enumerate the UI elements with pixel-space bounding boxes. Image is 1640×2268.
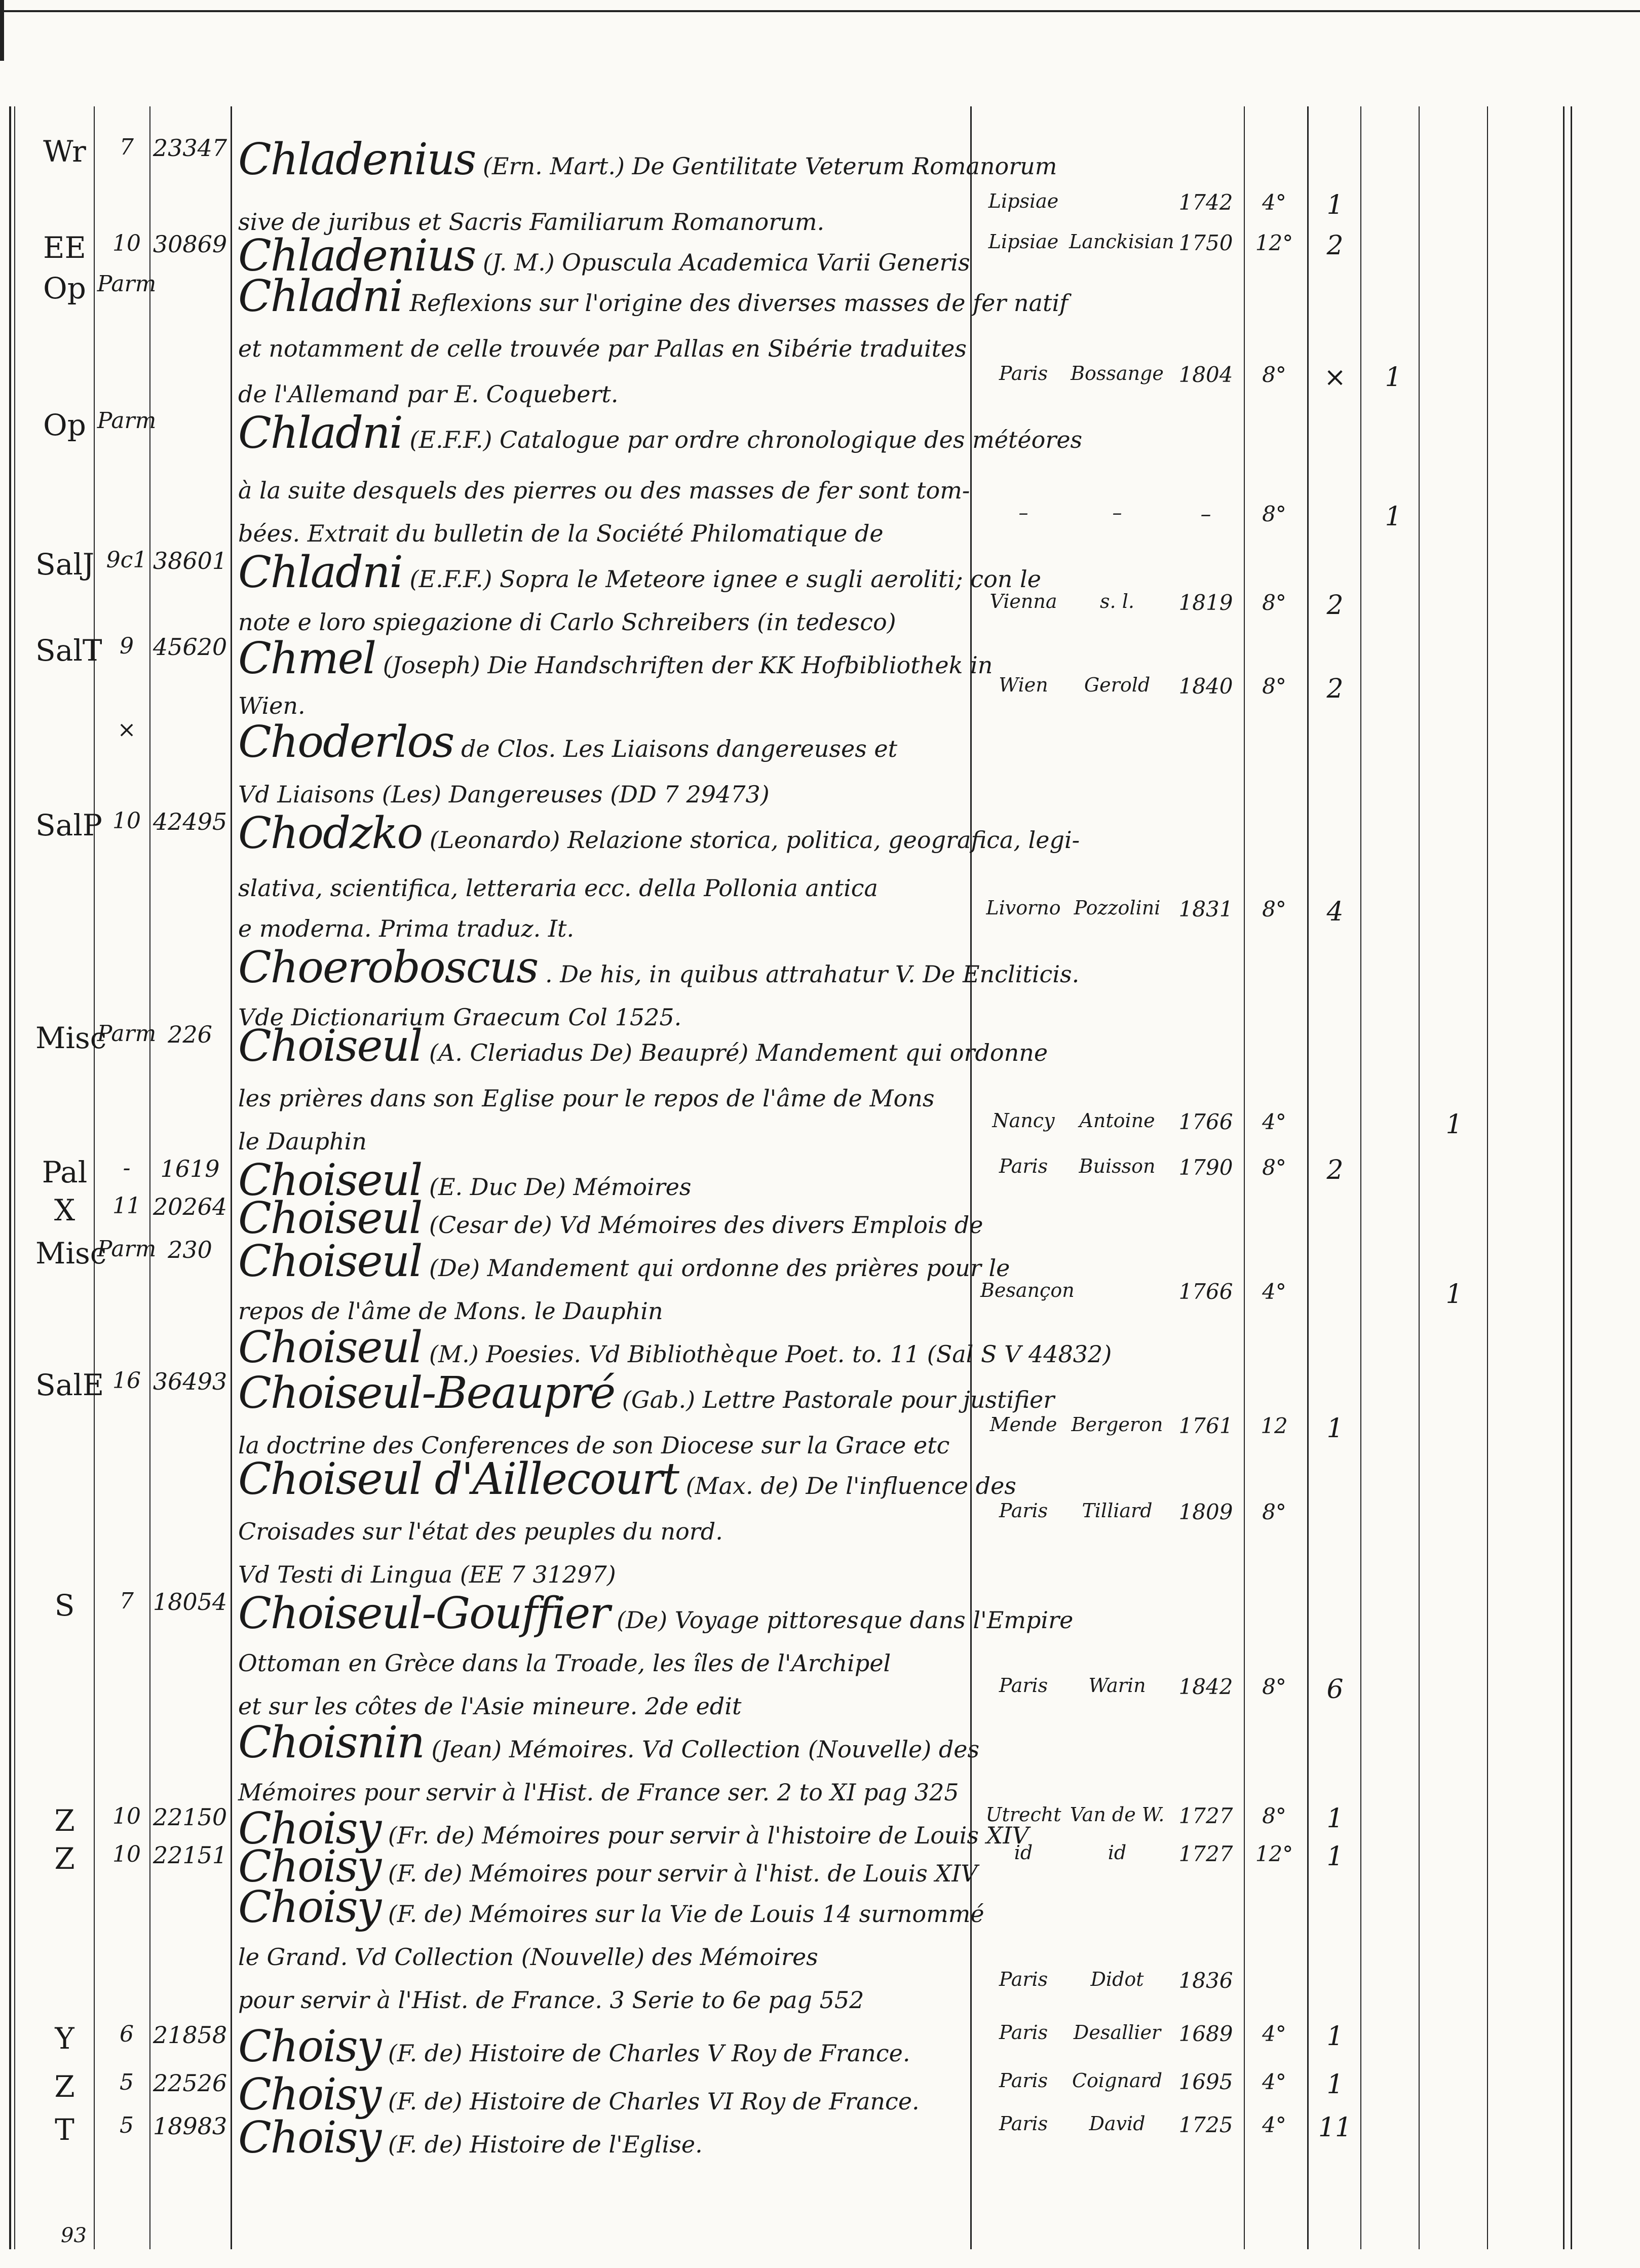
cell-pub: Didot	[1090, 1968, 1144, 1990]
entry-text: (Fr. de) Mémoires pour servir à l'histoire de Louis XIV	[388, 1822, 1029, 1849]
entry-text: e moderna. Prima traduz. It.	[238, 915, 575, 942]
cell-year: 1819	[1178, 590, 1233, 615]
entry-text: sive de juribus et Sacris Familiarum Romanorum.	[238, 208, 825, 236]
cell-entry	[238, 1109, 968, 1160]
entry-text: Vd Testi di Lingua (EE 7 31297)	[238, 1561, 616, 1588]
cell-shelf: SalT	[35, 633, 102, 668]
page-number: 93	[61, 2224, 87, 2247]
author-name: Choisy	[238, 1803, 381, 1854]
cell-vol: 7	[120, 1588, 134, 1614]
entry-text: (Gab.) Lettre Pastorale pour justifier	[622, 1386, 1055, 1413]
entry-text: Ottoman en Grèce dans la Troade, les îles de l'Archipel	[238, 1649, 891, 1677]
cell-shelf: SalP	[35, 808, 102, 842]
cell-year: 1761	[1178, 1413, 1233, 1438]
cell-place: Besançon	[980, 1279, 1075, 1301]
cell-c1: 2	[1326, 1155, 1344, 1185]
cell-pub: id	[1108, 1841, 1127, 1864]
cell-num: 1619	[160, 1155, 220, 1182]
catalog-row	[0, 2112, 1640, 2173]
cell-fmt: 8°	[1262, 1500, 1286, 1524]
cell-num: 226	[168, 1021, 212, 1048]
author-name: Chladenius	[238, 134, 476, 185]
cell-place: Nancy	[992, 1109, 1055, 1132]
entry-text: (Cesar de) Vd Mémoires des divers Emplois de	[429, 1211, 983, 1239]
entry-text: (M.) Poesies. Vd Bibliothèque Poet. to. 11 (Sal S V 44832)	[429, 1340, 1112, 1368]
cell-vol: 9	[120, 633, 134, 659]
author-name: Choiseul	[238, 1021, 422, 1071]
cell-entry	[238, 408, 1083, 458]
cell-vol: 9c1	[106, 547, 147, 573]
cell-pub: Coignard	[1072, 2069, 1163, 2092]
cell-vol: 5	[120, 2069, 134, 2095]
entry-text: Wien.	[238, 692, 306, 719]
cell-entry	[238, 1368, 1055, 1418]
cell-num: 30869	[152, 230, 227, 258]
cell-year: 1804	[1178, 362, 1233, 387]
cell-pub: Bergeron	[1071, 1413, 1163, 1436]
cell-num: 22151	[152, 1841, 227, 1869]
entry-text: (F. de) Histoire de Charles VI Roy de France.	[388, 2088, 920, 2115]
cell-shelf: SalJ	[35, 547, 95, 582]
cell-shelf: Z	[54, 1841, 75, 1876]
cell-place: Paris	[999, 362, 1048, 385]
cell-pub: David	[1089, 2112, 1146, 2135]
cell-pub: Tilliard	[1082, 1500, 1153, 1522]
cell-entry	[238, 271, 1069, 322]
cell-c1: 2	[1326, 674, 1344, 704]
cell-shelf: EE	[43, 230, 86, 265]
cell-entry	[238, 2112, 968, 2163]
cell-shelf: SalE	[35, 1368, 104, 1402]
entry-text: (A. Cleriadus De) Beaupré) Mandement qui ordonne	[429, 1039, 1048, 1066]
cell-year: 1725	[1178, 2112, 1233, 2137]
cell-year: 1766	[1178, 1109, 1233, 1134]
cell-vol: -	[123, 1155, 131, 1181]
cell-place: Paris	[999, 1155, 1048, 1177]
cell-year: 1766	[1178, 1279, 1233, 1304]
cell-place: Lipsiae	[988, 190, 1059, 212]
cell-fmt: 8°	[1262, 502, 1286, 526]
author-name: Chladni	[238, 408, 402, 458]
cell-entry	[238, 1454, 1016, 1505]
cell-pub: Warin	[1088, 1674, 1146, 1697]
cell-fmt: 4°	[1262, 190, 1286, 215]
cell-vol: Parm	[97, 271, 157, 297]
catalog-row	[0, 134, 1640, 195]
cell-place: Paris	[999, 2021, 1048, 2044]
author-name: Choiseul-Beaupré	[238, 1368, 615, 1418]
author-name: Choiseul	[238, 1322, 422, 1373]
cell-year: 1742	[1178, 190, 1233, 215]
cell-shelf: Op	[43, 271, 86, 305]
cell-entry	[238, 1021, 1048, 1071]
cell-shelf: Z	[54, 1803, 75, 1838]
entry-text: (Leonardo) Relazione storica, politica, geografica, legi-	[429, 826, 1080, 854]
cell-shelf: Y	[55, 2021, 74, 2056]
entry-text: Vd Liaisons (Les) Dangereuses (DD 7 29473)	[238, 781, 770, 808]
cell-vol: Parm	[97, 1021, 157, 1047]
entry-text: (De) Mandement qui ordonne des prières pour le	[429, 1254, 1010, 1282]
cell-pub: Pozzolini	[1074, 897, 1161, 919]
cell-c1: 1	[1326, 1413, 1344, 1444]
cell-shelf: S	[54, 1588, 75, 1623]
cell-place: id	[1014, 1841, 1033, 1864]
author-name: Chodzko	[238, 808, 423, 859]
author-name: Choisy	[238, 1841, 381, 1892]
author-name: Choisnin	[238, 1717, 424, 1768]
cell-shelf: T	[55, 2112, 74, 2147]
author-name: Chmel	[238, 633, 376, 684]
entry-text: les prières dans son Eglise pour le repos de l'âme de Mons	[238, 1085, 935, 1112]
cell-c3: 1	[1445, 1109, 1463, 1140]
cell-place: Utrecht	[985, 1803, 1061, 1826]
cell-vol: 11	[112, 1193, 141, 1219]
cell-fmt: 8°	[1262, 1674, 1286, 1699]
author-name: Choisy	[238, 1882, 381, 1933]
cell-entry	[238, 808, 1080, 859]
cell-fmt: 8°	[1262, 897, 1286, 921]
cell-c1: 1	[1326, 2021, 1344, 2052]
cell-entry	[238, 1968, 968, 2019]
cell-place: Paris	[999, 1500, 1048, 1522]
entry-text: (F. de) Histoire de Charles V Roy de France.	[388, 2040, 910, 2067]
cell-c1: 1	[1326, 1841, 1344, 1872]
cell-year: 1790	[1178, 1155, 1233, 1180]
cell-vol: 7	[120, 134, 134, 160]
entry-text: note e loro spiegazione di Carlo Schreibers (in tedesco)	[238, 608, 896, 636]
cell-vol: 10	[112, 808, 141, 834]
entry-text: la doctrine des Conferences de son Diocese sur la Grace etc	[238, 1432, 950, 1459]
cell-c1: 11	[1318, 2112, 1352, 2143]
cell-pub: Antoine	[1079, 1109, 1155, 1132]
cell-shelf: Pal	[42, 1155, 88, 1189]
entry-text: (Max. de) De l'influence des	[685, 1472, 1016, 1500]
cell-vol: Parm	[97, 408, 157, 434]
entry-text: (F. de) Mémoires pour servir à l'hist. de Louis XIV	[388, 1860, 978, 1887]
cell-fmt: 4°	[1262, 1109, 1286, 1134]
cell-pub: Gerold	[1084, 674, 1151, 696]
cell-num: 21858	[152, 2021, 227, 2049]
entry-text: Croisades sur l'état des peuples du nord.	[238, 1518, 723, 1545]
author-name: Choiseul-Gouffier	[238, 1588, 609, 1639]
entry-text: (E.F.F.) Sopra le Meteore ignee e sugli aeroliti; con le	[409, 565, 1041, 593]
entry-text: slativa, scientifica, letteraria ecc. della Pollonia antica	[238, 874, 878, 902]
entry-text: le Dauphin	[238, 1128, 367, 1155]
cell-year: 1831	[1178, 897, 1233, 921]
cell-entry	[238, 2021, 968, 2072]
entry-text: et notamment de celle trouvée par Pallas en Sibérie traduites	[238, 335, 967, 362]
cell-place: –	[1018, 502, 1028, 524]
cell-c1: 4	[1326, 897, 1344, 927]
cell-fmt: 8°	[1262, 1155, 1286, 1180]
entry-text: à la suite desquels des pierres ou des masses de fer sont tom-	[238, 477, 970, 504]
entry-text: (Jean) Mémoires. Vd Collection (Nouvelle) des	[431, 1736, 980, 1763]
cell-fmt: 4°	[1262, 2112, 1286, 2137]
entry-text: repos de l'âme de Mons. le Dauphin	[238, 1297, 663, 1325]
cell-entry	[238, 897, 968, 947]
cell-shelf: Wr	[43, 134, 86, 169]
entry-text: (Joseph) Die Handschriften der KK Hofbibliothek in	[383, 651, 993, 679]
cell-vol: Parm	[97, 1236, 157, 1262]
entry-text: le Grand. Vd Collection (Nouvelle) des Mémoires	[238, 1943, 818, 1971]
cell-vol: 16	[112, 1368, 141, 1394]
cell-fmt: 12	[1261, 1413, 1288, 1438]
entry-text: pour servir à l'Hist. de France. 3 Serie to 6e pag 552	[238, 1986, 864, 2014]
cell-fmt: 8°	[1262, 1803, 1286, 1828]
cell-num: 18054	[152, 1588, 227, 1616]
author-name: Chladenius	[238, 230, 476, 281]
entry-text: (F. de) Mémoires sur la Vie de Louis 14 surnommé	[388, 1900, 984, 1928]
cell-entry	[238, 762, 968, 813]
cell-c1: 2	[1326, 590, 1344, 621]
entry-text: (F. de) Histoire de l'Eglise.	[388, 2131, 703, 2158]
cell-fmt: 8°	[1262, 590, 1286, 615]
cell-num: 23347	[152, 134, 227, 162]
cell-fmt: 4°	[1262, 2021, 1286, 2046]
entry-text: (E. Duc De) Mémoires	[429, 1173, 692, 1201]
cell-pub: s. l.	[1100, 590, 1134, 612]
cell-year: 1727	[1178, 1803, 1233, 1828]
entry-text: (J. M.) Opuscula Academica Varii Generis	[482, 249, 970, 276]
author-name: Chladni	[238, 547, 402, 598]
cell-vol: 5	[120, 2112, 134, 2138]
cell-num: 36493	[152, 1368, 227, 1395]
cell-year: 1842	[1178, 1674, 1233, 1699]
cell-c1: 1	[1326, 190, 1344, 220]
cell-year: 1727	[1178, 1841, 1233, 1866]
cell-shelf: Op	[43, 408, 86, 442]
cell-year: 1836	[1178, 1968, 1233, 1993]
cell-entry	[238, 717, 968, 767]
author-name: Choiseul d'Aillecourt	[238, 1454, 678, 1505]
cell-fmt: 8°	[1262, 674, 1286, 699]
cell-fmt: 4°	[1262, 2069, 1286, 2094]
cell-c1: 2	[1326, 230, 1344, 261]
cell-entry	[238, 362, 968, 413]
cell-num: 45620	[152, 633, 227, 661]
cell-shelf: Z	[54, 2069, 75, 2104]
cell-year: 1809	[1178, 1500, 1233, 1524]
author-name: Choiseul	[238, 1193, 422, 1244]
cell-pub: Desallier	[1073, 2021, 1161, 2044]
cell-entry	[238, 317, 968, 367]
cell-num: 18983	[152, 2112, 227, 2140]
cell-c2: 1	[1385, 502, 1402, 532]
cell-fmt: 12°	[1255, 1841, 1293, 1866]
cell-shelf: X	[54, 1193, 75, 1227]
author-name: Choiseul	[238, 1236, 422, 1287]
cell-vol: 10	[112, 1841, 141, 1867]
cell-num: 230	[168, 1236, 212, 1263]
cell-year: 1840	[1178, 674, 1233, 699]
cell-c3: 1	[1445, 1279, 1463, 1310]
cell-c1: ×	[1324, 362, 1346, 393]
cell-year: 1689	[1178, 2021, 1233, 2046]
author-name: Choeroboscus	[238, 942, 538, 993]
cell-fmt: 4°	[1262, 1279, 1286, 1304]
author-name: Choisy	[238, 2021, 381, 2072]
author-name: Choiseul	[238, 1155, 422, 1206]
cell-year: –	[1200, 502, 1211, 526]
cell-place: Wien	[999, 674, 1048, 696]
top-rule	[0, 10, 1640, 12]
cell-num: 22150	[152, 1803, 227, 1831]
entry-text: Reflexions sur l'origine des diverses masses de fer natif	[409, 289, 1069, 317]
cell-place: Paris	[999, 1968, 1048, 1990]
entry-text: (De) Voyage pittoresque dans l'Empire	[617, 1606, 1074, 1634]
entry-text: (E.F.F.) Catalogue par ordre chronologique des météores	[409, 426, 1083, 453]
cell-entry	[238, 1543, 968, 1593]
cell-vol: 6	[120, 2021, 134, 2047]
cell-pub: Bossange	[1071, 362, 1164, 385]
cell-place: Lipsiae	[988, 230, 1059, 253]
cell-year: 1695	[1178, 2069, 1233, 2094]
cell-entry	[238, 502, 968, 552]
cell-shelf: Misc	[35, 1236, 107, 1271]
cell-c1: 1	[1326, 1803, 1344, 1834]
cell-fmt: 12°	[1255, 230, 1293, 255]
cell-c1: 6	[1326, 1674, 1344, 1705]
author-name: Chladni	[238, 271, 402, 322]
cell-place: Mende	[989, 1413, 1057, 1436]
author-name: Choderlos	[238, 717, 454, 767]
cell-place: Paris	[999, 2112, 1048, 2135]
cell-num: 42495	[152, 808, 227, 835]
cell-place: Livorno	[986, 897, 1061, 919]
author-name: Choisy	[238, 2112, 381, 2163]
entry-text: . De his, in quibus attrahatur V. De Encliticis.	[545, 960, 1080, 988]
cell-shelf: Misc	[35, 1021, 107, 1055]
cell-pub: Lanckisian	[1069, 230, 1174, 253]
cell-num: 22526	[152, 2069, 227, 2097]
cell-pub: Buisson	[1079, 1155, 1156, 1177]
cell-place: Vienna	[989, 590, 1057, 612]
catalog-row	[0, 1968, 1640, 2029]
entry-text: de Clos. Les Liaisons dangereuses et	[461, 735, 898, 762]
cell-vol: ×	[117, 717, 136, 743]
cell-pub: –	[1112, 502, 1122, 524]
cell-vol: 10	[112, 230, 141, 256]
cell-entry	[238, 1322, 1112, 1373]
cell-year: 1750	[1178, 230, 1233, 255]
entry-text: Mémoires pour servir à l'Hist. de France ser. 2 to XI pag 325	[238, 1779, 959, 1806]
cell-c1: 1	[1326, 2069, 1344, 2100]
entry-text: Vde Dictionarium Graecum Col 1525.	[238, 1004, 682, 1031]
corner-mark	[0, 0, 14, 61]
cell-num: 20264	[152, 1193, 227, 1220]
cell-c2: 1	[1385, 362, 1402, 393]
cell-pub: Van de W.	[1070, 1803, 1165, 1826]
entry-text: et sur les côtes de l'Asie mineure. 2de edit	[238, 1693, 742, 1720]
cell-num: 38601	[152, 547, 227, 574]
cell-vol: 10	[112, 1803, 141, 1829]
entry-text: (Ern. Mart.) De Gentilitate Veterum Romanorum	[482, 152, 1057, 180]
cell-entry	[238, 134, 1057, 185]
entry-text: bées. Extrait du bulletin de la Société Philomatique de	[238, 520, 884, 547]
cell-fmt: 8°	[1262, 362, 1286, 387]
cell-place: Paris	[999, 2069, 1048, 2092]
entry-text: de l'Allemand par E. Coquebert.	[238, 380, 619, 408]
author-name: Choisy	[238, 2069, 381, 2120]
cell-place: Paris	[999, 1674, 1048, 1697]
